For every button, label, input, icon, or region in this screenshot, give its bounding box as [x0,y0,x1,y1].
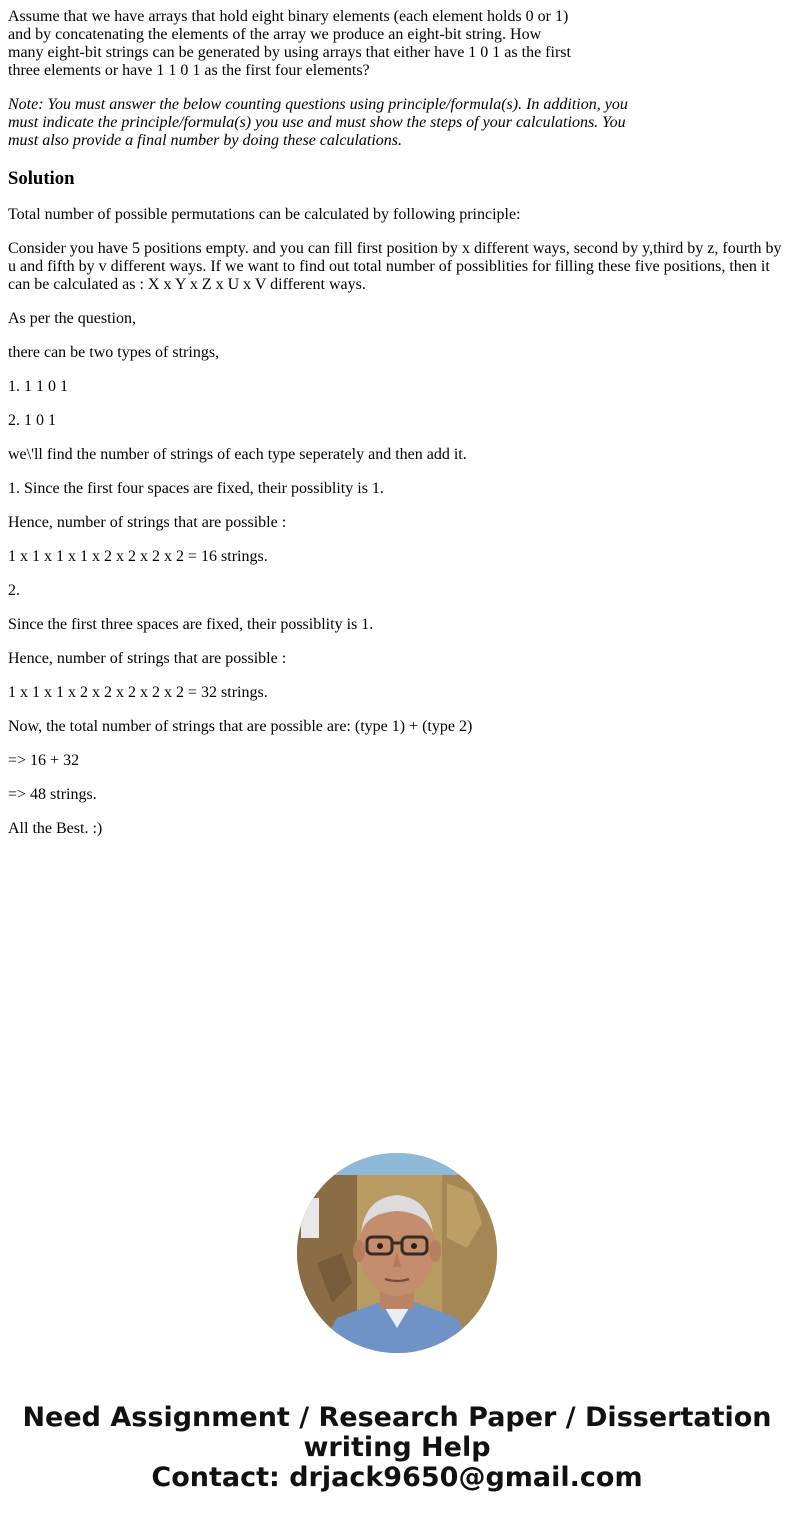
answer-paragraph: 1. 1 1 0 1 [8,378,68,395]
solution-heading: Solution [8,168,75,189]
answer-paragraph: 1. Since the first four spaces are fixed, their possiblity is 1. [8,480,384,497]
answer-paragraph: All the Best. :) [8,820,103,837]
instruction-note: Note: You must answer the below counting questions using principle/formula(s). In addition, you must indicate the principle/formula(s) you use and must show the steps of your calculations. You must also provide a final number by doing these calculations. [8,96,628,149]
answer-paragraph: 1 x 1 x 1 x 2 x 2 x 2 x 2 x 2 = 32 strings. [8,684,268,701]
promo-line: writing Help [303,1432,491,1463]
answer-paragraph: As per the question, [8,310,136,327]
answer-paragraph: 2. 1 0 1 [8,412,56,429]
question-text: Assume that we have arrays that hold eight binary elements (each element holds 0 or 1) and by concatenating the elements of the array we produce an eight-bit string. How many eight-bit strings can be generated by using arrays that either have 1 0 1 as the first three elements or have 1 1 0 1 as the first four elements? [8,8,571,79]
promo-banner [0,1403,794,1493]
promo-line: Need Assignment / Research Paper / Dissertation [22,1402,772,1433]
answer-paragraph: Now, the total number of strings that are possible are: (type 1) + (type 2) [8,718,473,735]
answer-paragraph: => 16 + 32 [8,752,80,769]
answer-paragraph: 2. [8,582,20,599]
document-body [8,8,786,838]
answer-paragraph: Consider you have 5 positions empty. and you can fill first position by x different ways, second by y,third by z, fourth by u and fifth by v different ways. If we want to find out total number of possiblities for filling these five positions, then it can be calculated as : X x Y x Z x U x V different ways. [8,240,782,293]
author-avatar [297,1153,497,1353]
answer-paragraph: we\'ll find the number of strings of each type seperately and then add it. [8,446,467,463]
answer-paragraph: 1 x 1 x 1 x 1 x 2 x 2 x 2 x 2 = 16 strings. [8,548,268,565]
answer-paragraph: Hence, number of strings that are possible : [8,650,287,667]
answer-paragraph: => 48 strings. [8,786,97,803]
author-photo-illustration [297,1153,497,1353]
answer-paragraph: there can be two types of strings, [8,344,220,361]
solution-body [8,206,786,838]
answer-paragraph: Total number of possible permutations can be calculated by following principle: [8,206,521,223]
promo-contact: Contact: drjack9650@gmail.com [151,1462,643,1493]
answer-paragraph: Hence, number of strings that are possible : [8,514,287,531]
answer-paragraph: Since the first three spaces are fixed, their possiblity is 1. [8,616,374,633]
